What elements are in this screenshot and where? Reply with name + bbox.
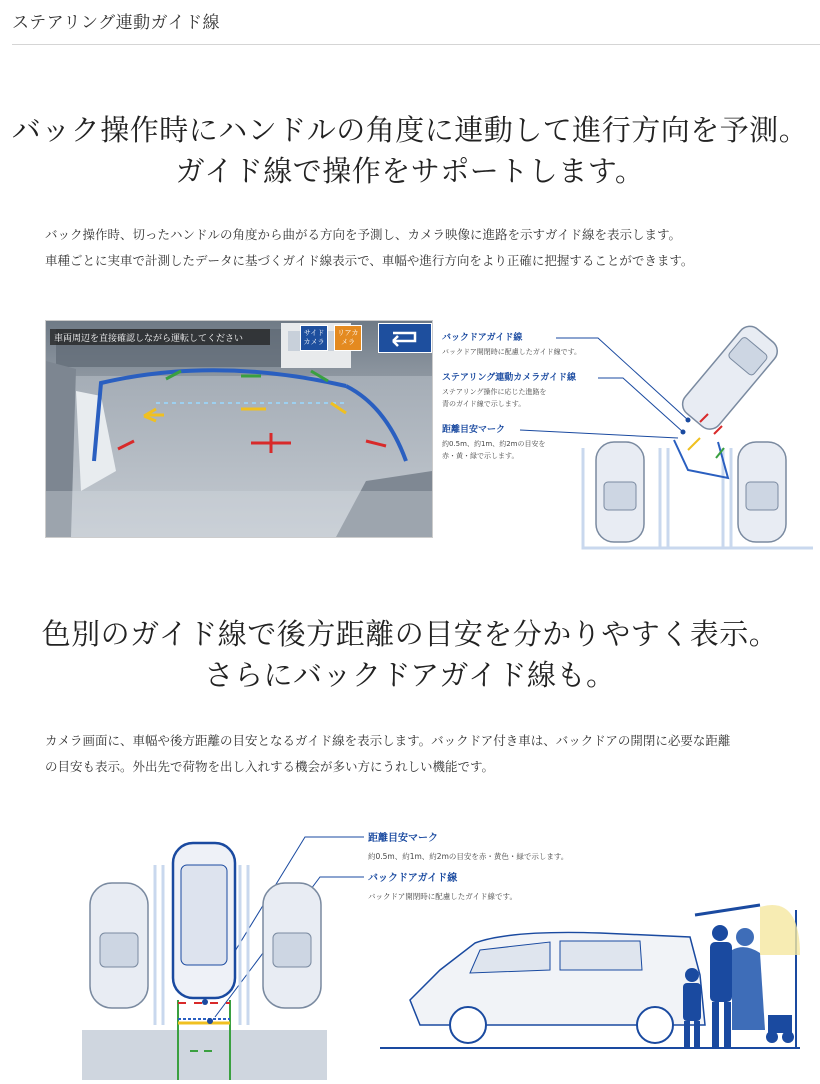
camera-warning-text: 車両周辺を直接確認しながら運転してください [54, 334, 244, 344]
camera-view-image [45, 320, 433, 538]
back-button[interactable] [378, 323, 432, 353]
rear-camera-button[interactable]: リアカメラ [334, 325, 362, 351]
label1-desc: バックドア開閉時に配慮したガイド線です。 [442, 348, 582, 356]
section2-label2-desc: バックドア開閉時に配慮したガイド線です。 [368, 892, 517, 901]
reversing-car [678, 321, 782, 434]
return-arrow-icon [379, 324, 429, 350]
section2-headline-line2: さらにバックドアガイド線も。 [204, 658, 616, 692]
section1-desc-line1: バック操作時、切ったハンドルの角度から曲がる方向を予測し、カメラ映像に進路を示すガイド線を表示します。 [45, 227, 682, 242]
header-divider [12, 44, 820, 45]
label3-desc1: 約0.5m、約1m、約2mの目安を [442, 440, 546, 448]
section2-desc-line1: カメラ画面に、車幅や後方距離の目安となるガイド線を表示します。バックドア付き車は、バックドアの開閉に必要な距離 [45, 733, 731, 748]
section1-description [45, 222, 815, 274]
section-title: ステアリング連動ガイド線 [12, 13, 221, 33]
section2-description [45, 728, 815, 780]
section2-headline [0, 614, 820, 696]
label2-desc2: 青のガイド線で示します。 [442, 400, 526, 408]
backdoor-guide-diagram [80, 825, 820, 1080]
side-camera-button[interactable]: サイドカメラ [300, 325, 328, 351]
section1-desc-line2: 車種ごとに実車で計測したデータに基づくガイド線表示で、車幅や進行方向をより正確に把握することができます。 [45, 253, 694, 268]
label1-title: バックドアガイド線 [442, 333, 523, 343]
section1-headline-line2: ガイド線で操作をサポートします。 [175, 154, 645, 188]
section1-headline-line1: バック操作時にハンドルの角度に連動して進行方向を予測。 [11, 113, 809, 147]
section2-label1-title: 距離目安マーク [368, 833, 438, 844]
label3-desc2: 赤・黄・緑で示します。 [442, 452, 519, 460]
section2-label1-desc: 約0.5m、約1m、約2mの目安を赤・黄色・緑で示します。 [368, 852, 569, 861]
section1-headline [0, 110, 820, 192]
section2-headline-line1: 色別のガイド線で後方距離の目安を分かりやすく表示。 [41, 617, 779, 651]
steering-guide-diagram [438, 320, 820, 552]
section2-label2-title: バックドアガイド線 [368, 873, 458, 884]
label2-desc1: ステアリング操作に応じた進路を [442, 388, 547, 396]
label3-title: 距離目安マーク [442, 425, 506, 435]
section2-desc-line2: の目安も表示。外出先で荷物を出し入れする機会が多い方にうれしい機能です。 [45, 759, 495, 774]
label2-title: ステアリング連動カメラガイド線 [442, 373, 577, 383]
